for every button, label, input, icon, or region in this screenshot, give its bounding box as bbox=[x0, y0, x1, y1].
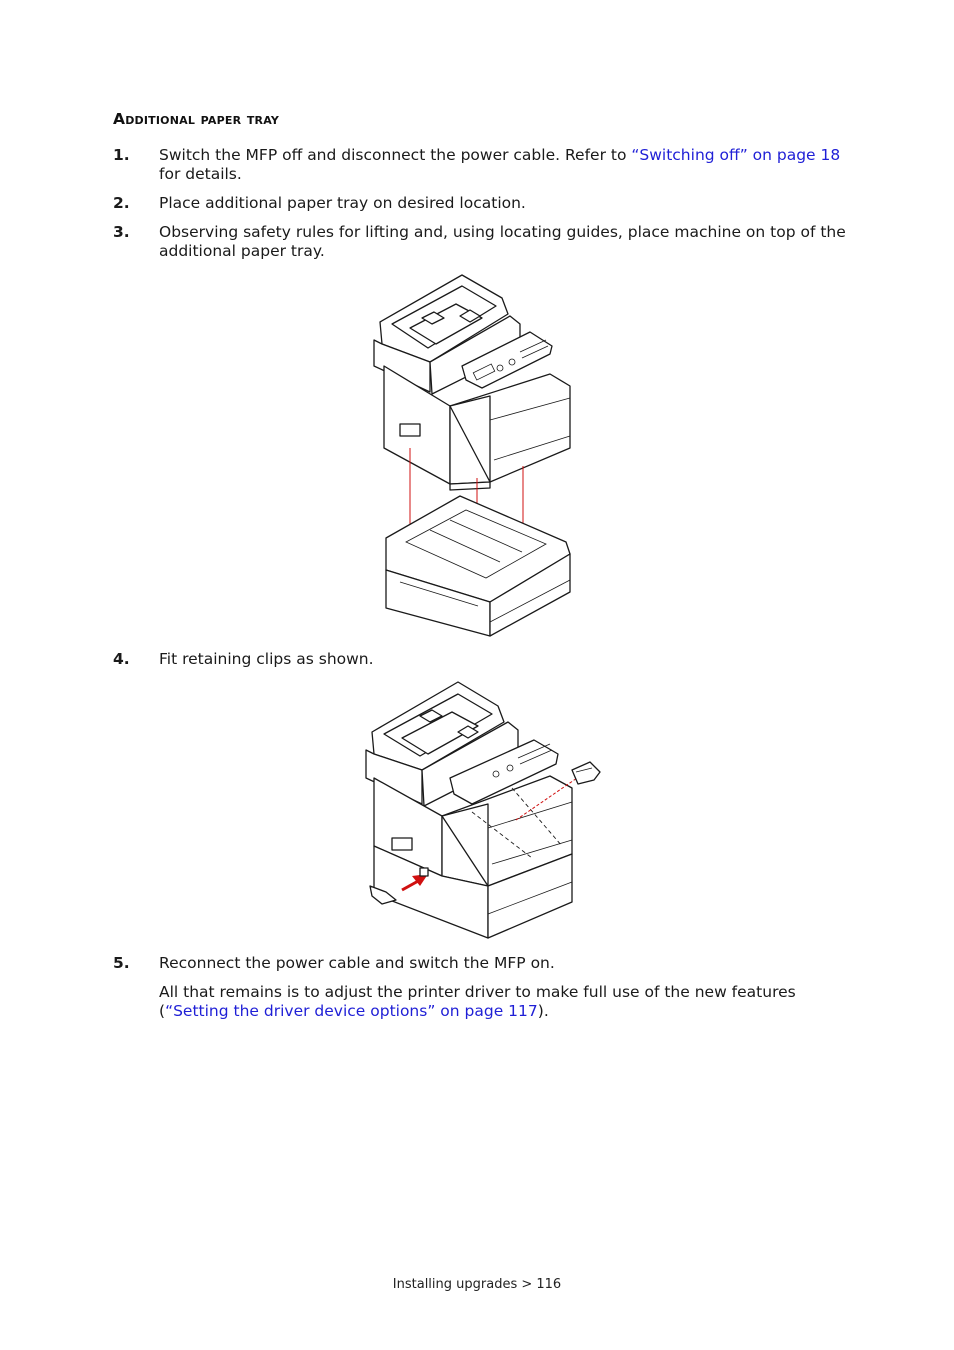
step-number: 1. bbox=[113, 146, 130, 164]
retaining-clips-illustration bbox=[362, 678, 606, 942]
step-text: Observing safety rules for lifting and, using locating guides, place machine on top of the additional paper tray. bbox=[159, 223, 846, 260]
step-number: 3. bbox=[113, 223, 130, 241]
heading-initial: A bbox=[113, 110, 126, 128]
step-number: 4. bbox=[113, 650, 130, 668]
driver-note: All that remains is to adjust the printer driver to make full use of the new features (“Setting the driver device options” on page 117). bbox=[159, 983, 796, 1020]
heading-rest: dditional paper tray bbox=[125, 110, 280, 128]
step-text: Fit retaining clips as shown. bbox=[159, 650, 374, 668]
step-text: Reconnect the power cable and switch the MFP on. bbox=[159, 954, 555, 972]
step-number: 2. bbox=[113, 194, 130, 212]
mfp-above-tray-illustration bbox=[370, 270, 580, 638]
step-text: Place additional paper tray on desired location. bbox=[159, 194, 526, 212]
switching-off-link[interactable]: “Switching off” on page 18 bbox=[631, 146, 841, 164]
step-text: Switch the MFP off and disconnect the power cable. Refer to “Switching off” on page 18 for details. bbox=[159, 146, 841, 183]
section-heading bbox=[113, 110, 279, 128]
page-footer: Installing upgrades > 116 bbox=[392, 1277, 562, 1292]
driver-options-link[interactable]: “Setting the driver device options” on page 117 bbox=[165, 1002, 538, 1020]
step-number: 5. bbox=[113, 954, 130, 972]
